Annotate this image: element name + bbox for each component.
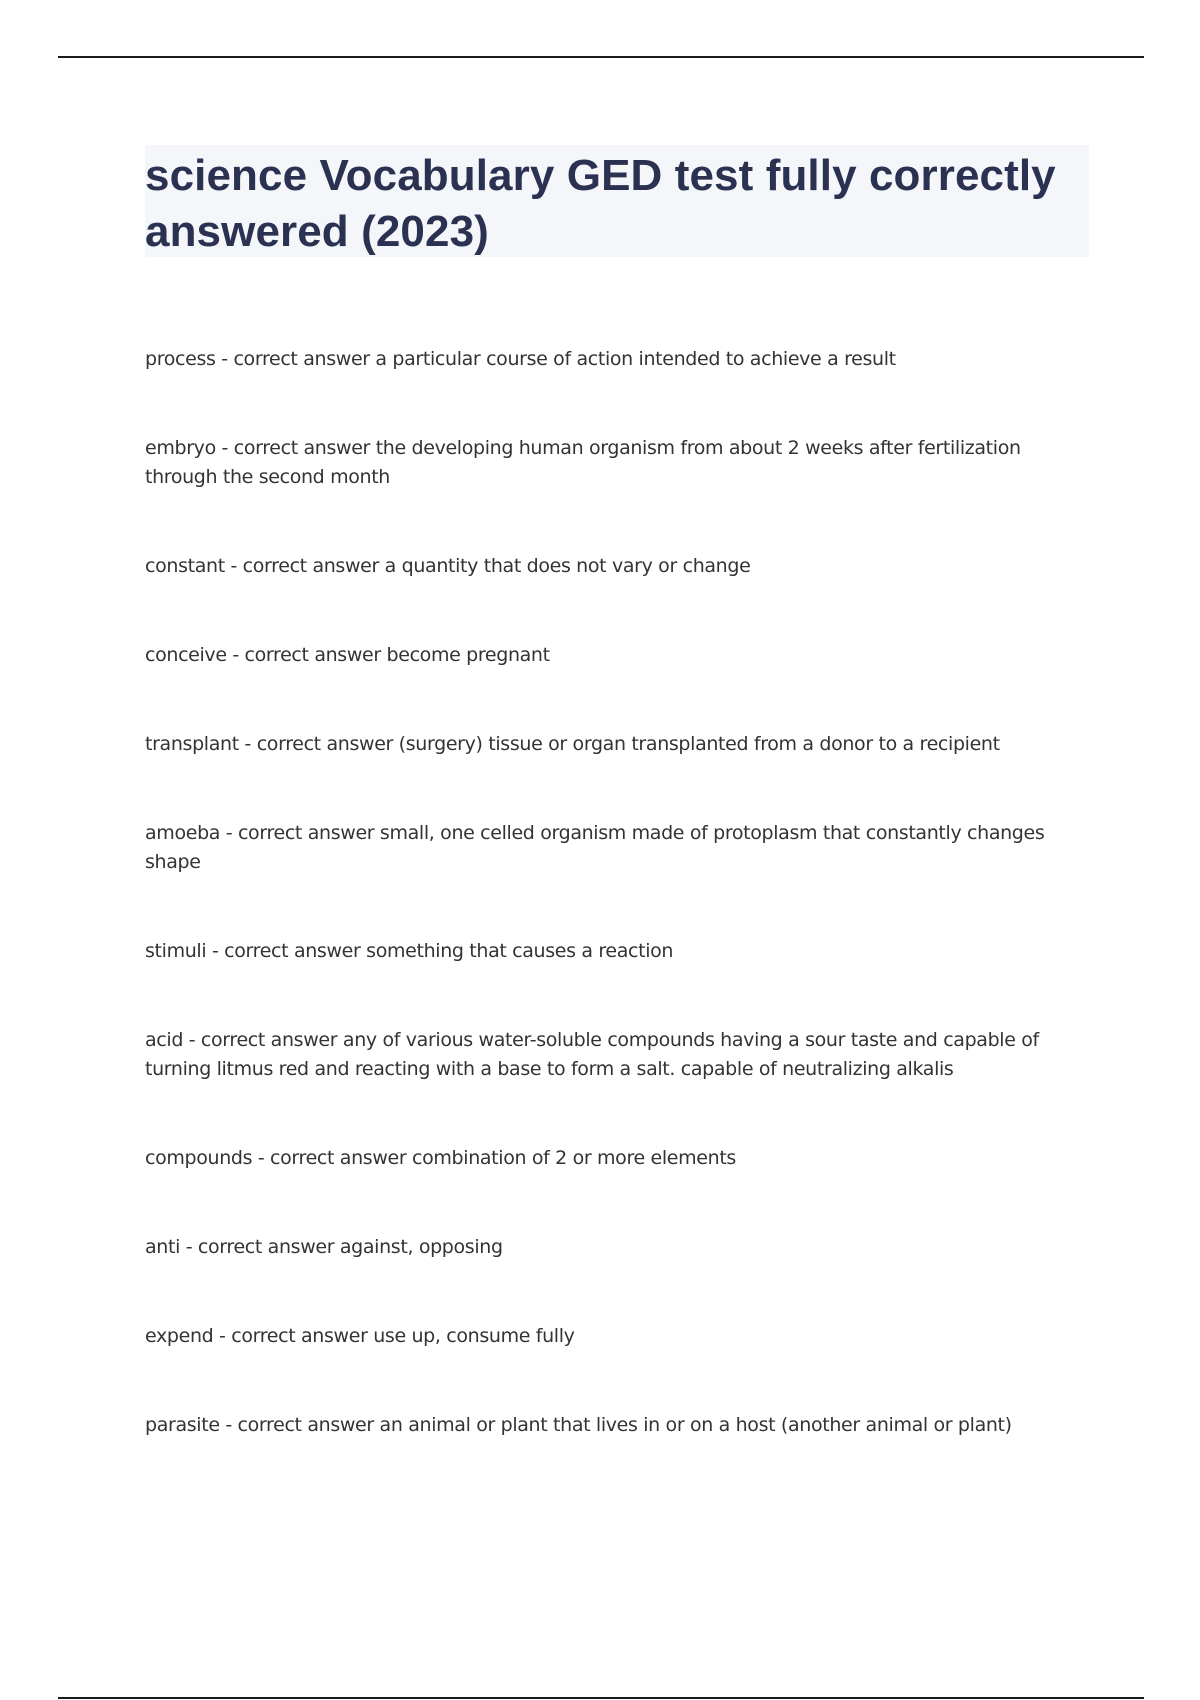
vocabulary-entry-expend: expend - correct answer use up, consume fully (145, 1325, 575, 1347)
title-banner (145, 145, 1089, 257)
vocabulary-entry-amoeba: amoeba - correct answer small, one celled organism made of protoplasm that constantly changes shape (145, 822, 1045, 873)
vocabulary-entry-stimuli: stimuli - correct answer something that causes a reaction (145, 940, 674, 962)
vocabulary-entry-constant: constant - correct answer a quantity that does not vary or change (145, 555, 751, 577)
bottom-divider (58, 1697, 1144, 1699)
vocabulary-entry-compounds: compounds - correct answer combination of 2 or more elements (145, 1147, 736, 1169)
vocabulary-entry-anti: anti - correct answer against, opposing (145, 1236, 503, 1258)
vocabulary-entry-process: process - correct answer a particular course of action intended to achieve a result (145, 348, 896, 370)
vocabulary-entry-conceive: conceive - correct answer become pregnant (145, 644, 550, 666)
vocabulary-entry-acid: acid - correct answer any of various water-soluble compounds having a sour taste and capable of turning litmus red and reacting with a base to form a salt. capable of neutralizing alkalis (145, 1029, 1039, 1080)
vocabulary-list (145, 345, 1090, 1500)
vocabulary-entry-parasite: parasite - correct answer an animal or plant that lives in or on a host (another animal or plant) (145, 1414, 1012, 1436)
vocabulary-entry-embryo: embryo - correct answer the developing human organism from about 2 weeks after fertilization through the second month (145, 437, 1021, 488)
top-divider (58, 56, 1144, 58)
vocabulary-entry-transplant: transplant - correct answer (surgery) tissue or organ transplanted from a donor to a recipient (145, 733, 1000, 755)
document-title: science Vocabulary GED test fully correctly answered (2023) (145, 151, 1056, 256)
